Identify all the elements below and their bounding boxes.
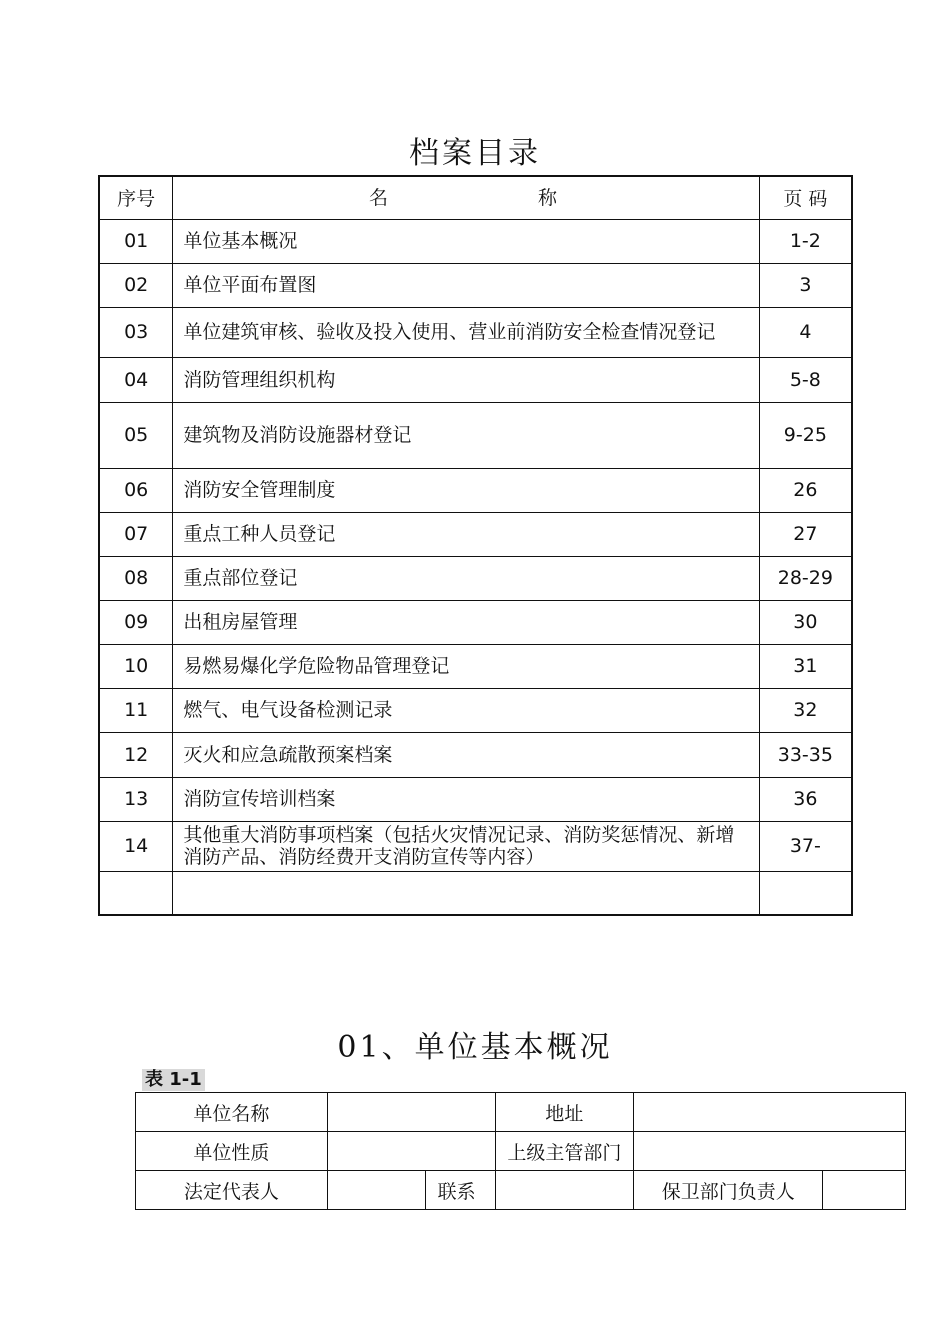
label-unit-name: 单位名称: [136, 1093, 328, 1132]
header-name-left: 名: [369, 186, 389, 209]
value-security-head[interactable]: [823, 1171, 906, 1210]
row-no: 08: [99, 556, 173, 600]
row-name: 消防安全管理制度: [173, 468, 759, 512]
toc-header-row: [99, 176, 852, 219]
header-page: 页 码: [759, 176, 852, 219]
value-address[interactable]: [634, 1093, 906, 1132]
row-no: 01: [99, 219, 173, 263]
table-row: [99, 556, 852, 600]
row-name: 单位建筑审核、验收及投入使用、营业前消防安全检查情况登记: [173, 307, 759, 357]
row-page: 33-35: [759, 732, 852, 777]
row-page: 27: [759, 512, 852, 556]
section-title: 01、单位基本概况: [337, 1030, 613, 1065]
row-no: 03: [99, 307, 173, 357]
table-row: [99, 600, 852, 644]
label-superior-dept: 上级主管部门: [495, 1132, 634, 1171]
table-row: [99, 871, 852, 915]
header-name-right: 称: [538, 186, 558, 209]
table-row: [99, 357, 852, 402]
row-page: 3: [759, 263, 852, 307]
row-name: 易燃易爆化学危险物品管理登记: [173, 644, 759, 688]
row-no: 13: [99, 777, 173, 821]
row-page: 36: [759, 777, 852, 821]
table-row: [99, 732, 852, 777]
row-no: 11: [99, 688, 173, 732]
row-no: 05: [99, 402, 173, 468]
row-page: 9-25: [759, 402, 852, 468]
row-page: 5-8: [759, 357, 852, 402]
row-page: 30: [759, 600, 852, 644]
row-name: 消防管理组织机构: [173, 357, 759, 402]
table-row: [99, 402, 852, 468]
label-unit-nature: 单位性质: [136, 1132, 328, 1171]
row-page: 1-2: [759, 219, 852, 263]
label-legal-rep: 法定代表人: [136, 1171, 328, 1210]
value-unit-name[interactable]: [327, 1093, 495, 1132]
table-row: [99, 821, 852, 871]
value-legal-rep[interactable]: [327, 1171, 425, 1210]
row-page: 31: [759, 644, 852, 688]
row-page: 32: [759, 688, 852, 732]
table-row: [99, 219, 852, 263]
row-name: 单位基本概况: [173, 219, 759, 263]
row-name: 其他重大消防事项档案（包括火灾情况记录、消防奖惩情况、新增消防产品、消防经费开支消防宣传等内容）: [173, 821, 759, 871]
label-contact: 联系: [425, 1171, 495, 1210]
row-name: 建筑物及消防设施器材登记: [173, 402, 759, 468]
row-no: 09: [99, 600, 173, 644]
row-page: [759, 871, 852, 915]
row-name: 重点工种人员登记: [173, 512, 759, 556]
row-page: 37-: [759, 821, 852, 871]
value-contact[interactable]: [495, 1171, 634, 1210]
table-row: [99, 644, 852, 688]
row-name: [173, 871, 759, 915]
row-name: 消防宣传培训档案: [173, 777, 759, 821]
row-name: 单位平面布置图: [173, 263, 759, 307]
label-address: 地址: [495, 1093, 634, 1132]
table-row: [99, 263, 852, 307]
table-row: [99, 777, 852, 821]
row-no: 04: [99, 357, 173, 402]
toc-table: [98, 175, 853, 916]
row-no: 14: [99, 821, 173, 871]
table-row: [99, 307, 852, 357]
row-no: 10: [99, 644, 173, 688]
toc-title: 档案目录: [409, 136, 541, 171]
row-no: 12: [99, 732, 173, 777]
row-name: 重点部位登记: [173, 556, 759, 600]
row-name: 燃气、电气设备检测记录: [173, 688, 759, 732]
row-page: 28-29: [759, 556, 852, 600]
value-unit-nature[interactable]: [327, 1132, 495, 1171]
basic-info-table: [135, 1092, 906, 1210]
value-superior-dept[interactable]: [634, 1132, 906, 1171]
row-no: 07: [99, 512, 173, 556]
row-no: 06: [99, 468, 173, 512]
header-name: [173, 176, 759, 219]
table-row: [99, 468, 852, 512]
row-page: 4: [759, 307, 852, 357]
table-row: [99, 512, 852, 556]
row-page: 26: [759, 468, 852, 512]
table-tag: 表 1-1: [142, 1069, 205, 1091]
row-no: [99, 871, 173, 915]
table-row: [99, 688, 852, 732]
header-no: 序号: [99, 176, 173, 219]
label-security-head: 保卫部门负责人: [634, 1171, 823, 1210]
row-name: 灭火和应急疏散预案档案: [173, 732, 759, 777]
row-name: 出租房屋管理: [173, 600, 759, 644]
row-no: 02: [99, 263, 173, 307]
